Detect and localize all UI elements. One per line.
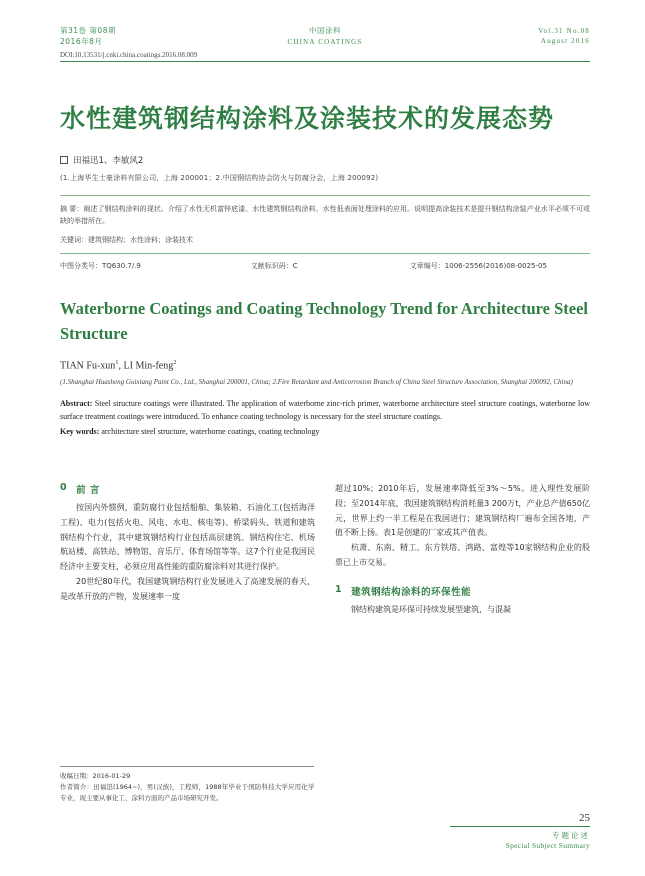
affiliation-cn: (1.上海华生士豪涂料有限公司，上海 200001；2.中国钢结构协会防火与防腐分会，上海 200092)	[60, 173, 379, 182]
abstract-en-label: Abstract:	[60, 399, 93, 409]
running-head	[60, 26, 590, 48]
section-1-title: 建筑钢结构涂料的环保性能	[351, 586, 472, 598]
received-date: 收稿日期：2016-01-29	[60, 771, 131, 780]
abstract-en	[60, 398, 590, 423]
doi-line: DOI:10.13531/j.cnki.china.coatings.2016.08.009	[60, 50, 198, 59]
volume-issue: 第31卷 第08期	[60, 26, 116, 35]
column-left	[60, 482, 315, 618]
column-right	[335, 482, 590, 618]
footer-section-cn: 专题论述	[552, 831, 590, 840]
journal-title-cn: 中国涂料	[309, 26, 341, 35]
paragraph: 钢结构建筑是环保可持续发展型建筑，与混凝	[351, 604, 511, 614]
running-head-right	[440, 26, 590, 46]
footer-section-en: Special Subject Summary	[505, 841, 590, 850]
section-1-number: 1	[335, 583, 343, 595]
abstract-block-cn	[60, 195, 590, 255]
keywords-en	[60, 427, 590, 436]
paragraph: 按国内外惯例，重防腐行业包括船舶、集装箱、石油化工(包括海洋工程)、电力(包括火电、风电、水电、核电等)、桥梁码头、铁道和建筑钢结构个行业，其中建筑钢结构行业包括高层建筑、钢结构住宅、机场航站楼、高铁站、博物馆、音乐厅、体育场馆等等。这7个行业是我国民经济中主要支柱，必须应用高性能的重防腐涂料对其进行保护。	[60, 503, 315, 572]
author-en-1-sup: 1	[115, 358, 119, 366]
body-columns	[60, 482, 590, 618]
authors-cn	[60, 154, 590, 166]
journal-title-en: CHINA COATINGS	[287, 37, 363, 46]
page-footer	[450, 812, 590, 850]
author-en-2-sup: 2	[173, 358, 177, 366]
running-head-center	[210, 26, 440, 47]
abstract-cn: 摘 要：阐述了钢结构涂料的现状。介绍了水性无机富锌底漆、水性建筑钢结构涂料、水性低表面处理涂料的应用。说明提高涂装技术是提升钢结构涂装产业水平必须不可或缺的举措所在。	[60, 204, 590, 225]
paragraph: 20世纪80年代，我国建筑钢结构行业发展进入了高速发展的春天，是改革开放的产物，发展速率一度	[60, 577, 315, 601]
authors-en	[60, 359, 590, 371]
clc-code: 中图分类号：TQ630.7/.9	[60, 262, 141, 271]
running-head-left	[60, 26, 210, 48]
paragraph: 杭萧、东南、精工、东方铁塔、鸿路、富煌等10家钢结构企业的股票已上市交易。	[335, 543, 590, 568]
author-biography: 作者简介：田福迅(1964~)，男(汉族)，工程师，1988年毕业于国防科技大学应用化学专业，现主要从事化工、涂料方面的产品市场研究开发。	[60, 782, 315, 802]
page-number: 25	[579, 812, 590, 824]
page-title-cn: 水性建筑钢结构涂料及涂装技术的发展态势	[60, 103, 555, 133]
classification-codes	[60, 261, 590, 271]
document-code: 文献标识码：C	[250, 262, 298, 271]
section-0-title: 前 言	[76, 485, 100, 497]
abstract-en-text: Steel structure coatings were illustrated. The application of waterborne zinc-rich primer, waterborne architecture steel structure coatings, waterborne low surface treatment coatings were introduced. To enhance coating technology is necessary for the steel structure coatings.	[60, 399, 590, 421]
author-en-2: , LI Min-feng	[118, 360, 174, 372]
footnote-rule	[60, 766, 314, 767]
section-spacer	[335, 571, 590, 584]
footer-rule	[450, 826, 590, 827]
paragraph: 超过10%；2010年后，发展速率降低至3%～5%。进入理性发展阶段；至2014年底，我国建筑钢结构消耗量3 200万t，产业总产值650亿元，世界上约一半工程是在我国进行；建筑钢结构厂遍布全国各地，产值不断上扬。表1是创建的厂家或其产值表。	[335, 484, 590, 538]
page-inner	[60, 26, 590, 850]
square-bullet-icon	[60, 156, 68, 164]
keywords-cn: 关键词：建筑钢结构；水性涂料；涂装技术	[60, 236, 193, 244]
header-rule	[60, 61, 590, 62]
volume-issue-en: Vol.31 No.08	[538, 27, 590, 35]
page-title-en: Waterborne Coatings and Coating Technology Trend for Architecture Steel Structure	[60, 299, 589, 343]
section-heading-0	[60, 482, 315, 496]
issue-date-en: August 2016	[540, 37, 590, 46]
author-en-1: TIAN Fu-xun	[60, 360, 116, 372]
keywords-en-label: Key words:	[60, 427, 100, 437]
issue-date-cn: 2016年8月	[60, 36, 103, 46]
section-heading-1	[335, 584, 590, 598]
affiliation-en: (1.Shanghai Huasheng Guixiang Paint Co., Ltd., Shanghai 200001, China; 2.Fire Retardant and Anticorrosion Branch of China Steel Structure Association, Shanghai 200092, China)	[60, 378, 573, 387]
section-0-number: 0	[60, 482, 68, 494]
authors-cn-text: 田福迅1、李敏风2	[73, 155, 144, 166]
footnotes	[60, 766, 314, 804]
keywords-en-text: architecture steel structure, waterborne coatings, coating technology	[99, 427, 320, 437]
article-id: 文章编号：1006-2556(2016)08-0025-05	[409, 262, 547, 271]
